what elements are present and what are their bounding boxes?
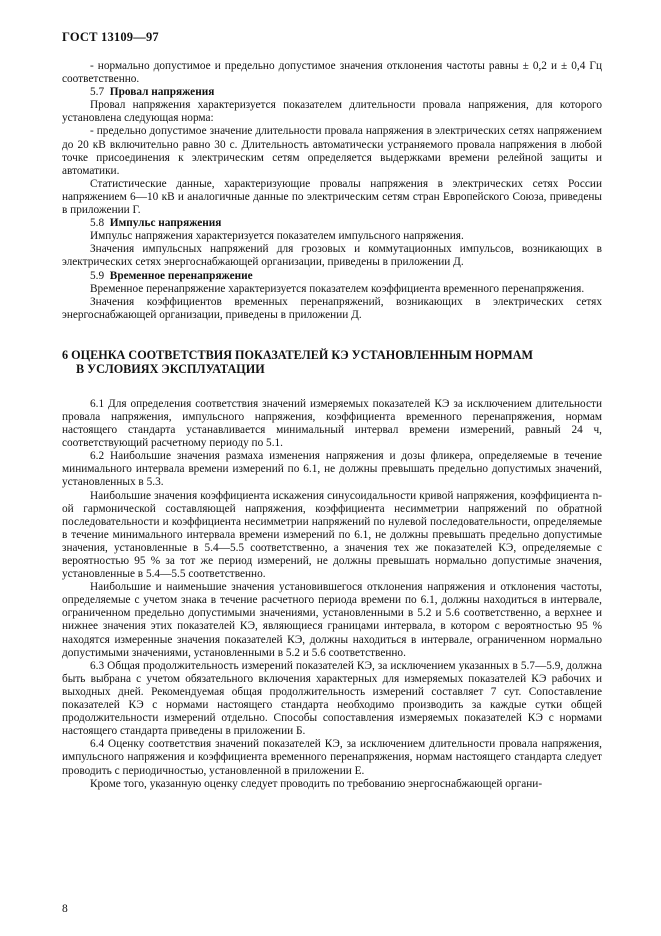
paragraph: 6.3 Общая продолжительность измерений показателей КЭ, за исключением указанных в 5.7—5.9, должна быть выбрана с учетом обязательного включения характерных для измеряемых показателей КЭ рабочих и выходных дней. Рекомендуемая общая продолжительность измерений составляет 7 сут. Сопоставление показателей КЭ с нормами настоящего стандарта необходимо производить за каждые сутки общей продолжительности измерений отдельно. Способы сопоставления измеряемых показателей КЭ с нормами настоящего стандарта приведены в приложении Б. [62,659,602,738]
paragraph: Наибольшие и наименьшие значения установившегося отклонения напряжения и отклонения частоты, определяемые с учетом знака в течение расчетного периода времени по 6.1, должны находиться в интервале, ограниченном предельно допустимыми значениями, установленными в 5.2 и 5.6 соответственно, а верхнее и нижнее значения этих показателей КЭ, являющиеся границами интервала, в котором с вероятностью 95 % находятся измеренные значения показателей КЭ, должны находиться в интервале, ограниченном нормально допустимыми значениями, установленными в 5.2 и 5.6 соответственно. [62,581,602,659]
subsection-number: 5.8 [90,217,105,230]
subsection-title: Импульс напряжения [109,217,222,230]
page-number: 8 [62,903,68,915]
subsection-heading-5-8 [62,217,602,230]
paragraph: - предельно допустимое значение длительности провала напряжения в электрических сетях напряжением до 20 кВ включительно равно 30 с. Длительность автоматически устраняемого провала напряжения в любой точке присоединения к электрическим сетям определяется выдержками времени релейной защиты и автоматики. [62,125,602,177]
section-heading-line-2: В УСЛОВИЯХ ЭКСПЛУАТАЦИИ [76,361,265,376]
subsection-title: Временное перенапряжение [109,269,253,282]
subsection-heading-5-7 [62,86,602,99]
subsection-title: Провал напряжения [109,86,215,99]
subsection-number: 5.7 [90,86,105,99]
paragraph: 6.2 Наибольшие значения размаха изменения напряжения и дозы фликера, определяемые в течение минимального интервала времени измерений по 6.1, не должны превышать предельно допустимых значений, установленных в 5.3. [62,450,602,489]
paragraph: Временное перенапряжение характеризуется показателем коэффициента временного перенапряжения. [90,282,585,295]
section-heading-line-1: 6 ОЦЕНКА СООТВЕТСТВИЯ ПОКАЗАТЕЛЕЙ КЭ УСТАНОВЛЕННЫМ НОРМАМ [62,347,534,362]
standard-header: ГОСТ 13109—97 [62,30,159,44]
paragraph: Значения импульсных напряжений для грозовых и коммутационных импульсов, возникающих в электрических сетях энергоснабжающей организации, приведены в приложении Д. [62,243,602,269]
paragraph: 6.1 Для определения соответствия значений измеряемых показателей КЭ за исключением длительности провала напряжения, импульсного напряжения, коэффициента временного перенапряжения, нормам настоящего стандарта устанавливается минимальный интервал времени измерений, равный 24 ч, соответствующий расчетному периоду по 5.1. [62,397,602,450]
paragraph: Провал напряжения характеризуется показателем длительности провала напряжения, для которого установлена следующая норма: [62,99,602,125]
paragraph: Импульс напряжения характеризуется показателем импульсного напряжения. [90,230,464,243]
paragraph: Наибольшие значения коэффициента искажения синусоидальности кривой напряжения, коэффициента n-ой гармонической составляющей напряжения, коэффициента несимметрии напряжений по обратной последовательности и коэффициента несимметрии напряжений по нулевой последовательности, определяемые в течение минимального интервала времени измерений по 6.1, не должны превышать предельно допустимые значения, установленные в 5.4—5.5 соответственно, а значения тех же показателей КЭ, определяемые с вероятностью 95 % за тот же период измерений, не должны превышать нормально допустимые значения, установленные в 5.4—5.5 соответственно. [62,489,602,581]
section-6-heading [62,348,602,376]
paragraph: Значения коэффициентов временных перенапряжений, возникающих в электрических сетях энергоснабжающей организации, приведены в приложении Д. [62,295,602,321]
subsection-number: 5.9 [90,269,105,282]
paragraph: Статистические данные, характеризующие провалы напряжения в электрических сетях России напряжением 6—10 кВ и аналогичные данные по электрическим сетям стран Европейского Союза, приведены в приложении Г. [62,177,602,217]
document-body [62,60,602,791]
subsection-heading-5-9 [62,270,602,283]
paragraph: Кроме того, указанную оценку следует проводить по требованию энергоснабжающей органи- [90,777,543,790]
paragraph: - нормально допустимое и предельно допустимое значения отклонения частоты равны ± 0,2 и ± 0,4 Гц соответственно. [62,60,602,86]
paragraph: 6.4 Оценку соответствия значений показателей КЭ, за исключением длительности провала напряжения, импульсного напряжения и коэффициента временного перенапряжения, нормам настоящего стандарта следует проводить с периодичностью, установленной в приложении Е. [62,738,602,777]
